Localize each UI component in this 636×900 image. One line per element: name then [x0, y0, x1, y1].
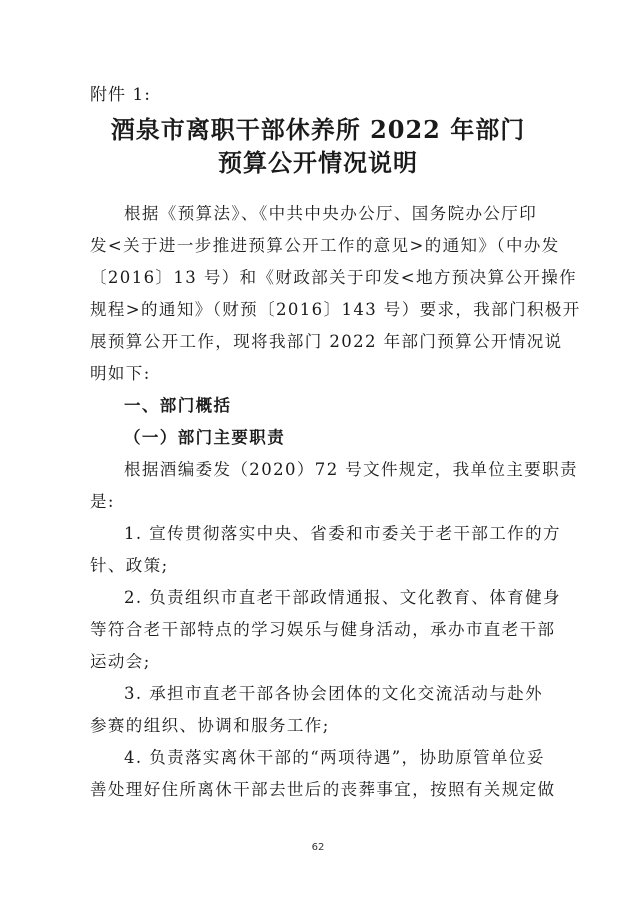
intro-line: 明如下: — [90, 364, 151, 383]
attachment-label: 附件 1: — [90, 85, 151, 105]
page-number: 62 — [311, 842, 325, 853]
duty-item-1-line: 针、政策; — [90, 556, 169, 575]
subsection-heading: （一）部门主要职责 — [124, 428, 286, 447]
duty-item-2-line: 2. 负责组织市直老干部政情通报、文化教育、体育健身 — [124, 588, 561, 607]
document-body — [90, 198, 581, 806]
duty-item-2-line: 运动会; — [90, 652, 151, 671]
intro-line: 展预算公开工作，现将我部门 2022 年部门预算公开情况说 — [90, 332, 563, 351]
document-title-line-2: 预算公开情况说明 — [218, 148, 418, 177]
duty-item-4-line: 4. 负责落实离休干部的“两项待遇”，协助原管单位妥 — [124, 748, 545, 767]
duty-intro-line: 是: — [90, 492, 115, 511]
intro-line: 〔2016〕13 号）和《财政部关于印发<地方预决算公开操作 — [90, 268, 578, 287]
duty-item-2-line: 等符合老干部特点的学习娱乐与健身活动，承办市直老干部 — [90, 620, 556, 639]
intro-line: 规程>的通知》（财预〔2016〕143 号）要求，我部门积极开 — [90, 300, 581, 319]
intro-line: 根据《预算法》、《中共中央办公厅、国务院办公厅印 — [124, 204, 538, 223]
duty-item-3-line: 参赛的组织、协调和服务工作; — [90, 716, 330, 735]
duty-intro-line: 根据酒编委发（2020）72 号文件规定，我单位主要职责 — [124, 460, 578, 479]
document-title-line-1: 酒泉市离职干部休养所 2022 年部门 — [110, 115, 526, 144]
duty-item-3-line: 3. 承担市直老干部各协会团体的文化交流活动与赴外 — [124, 684, 543, 703]
intro-line: 发<关于进一步推进预算公开工作的意见>的通知》（中办发 — [90, 236, 560, 255]
duty-item-4-line: 善处理好住所离休干部去世后的丧葬事宜，按照有关规定做 — [90, 780, 556, 799]
section-heading: 一、部门概括 — [124, 396, 232, 415]
duty-item-1-line: 1. 宣传贯彻落实中央、省委和市委关于老干部工作的方 — [124, 524, 561, 543]
